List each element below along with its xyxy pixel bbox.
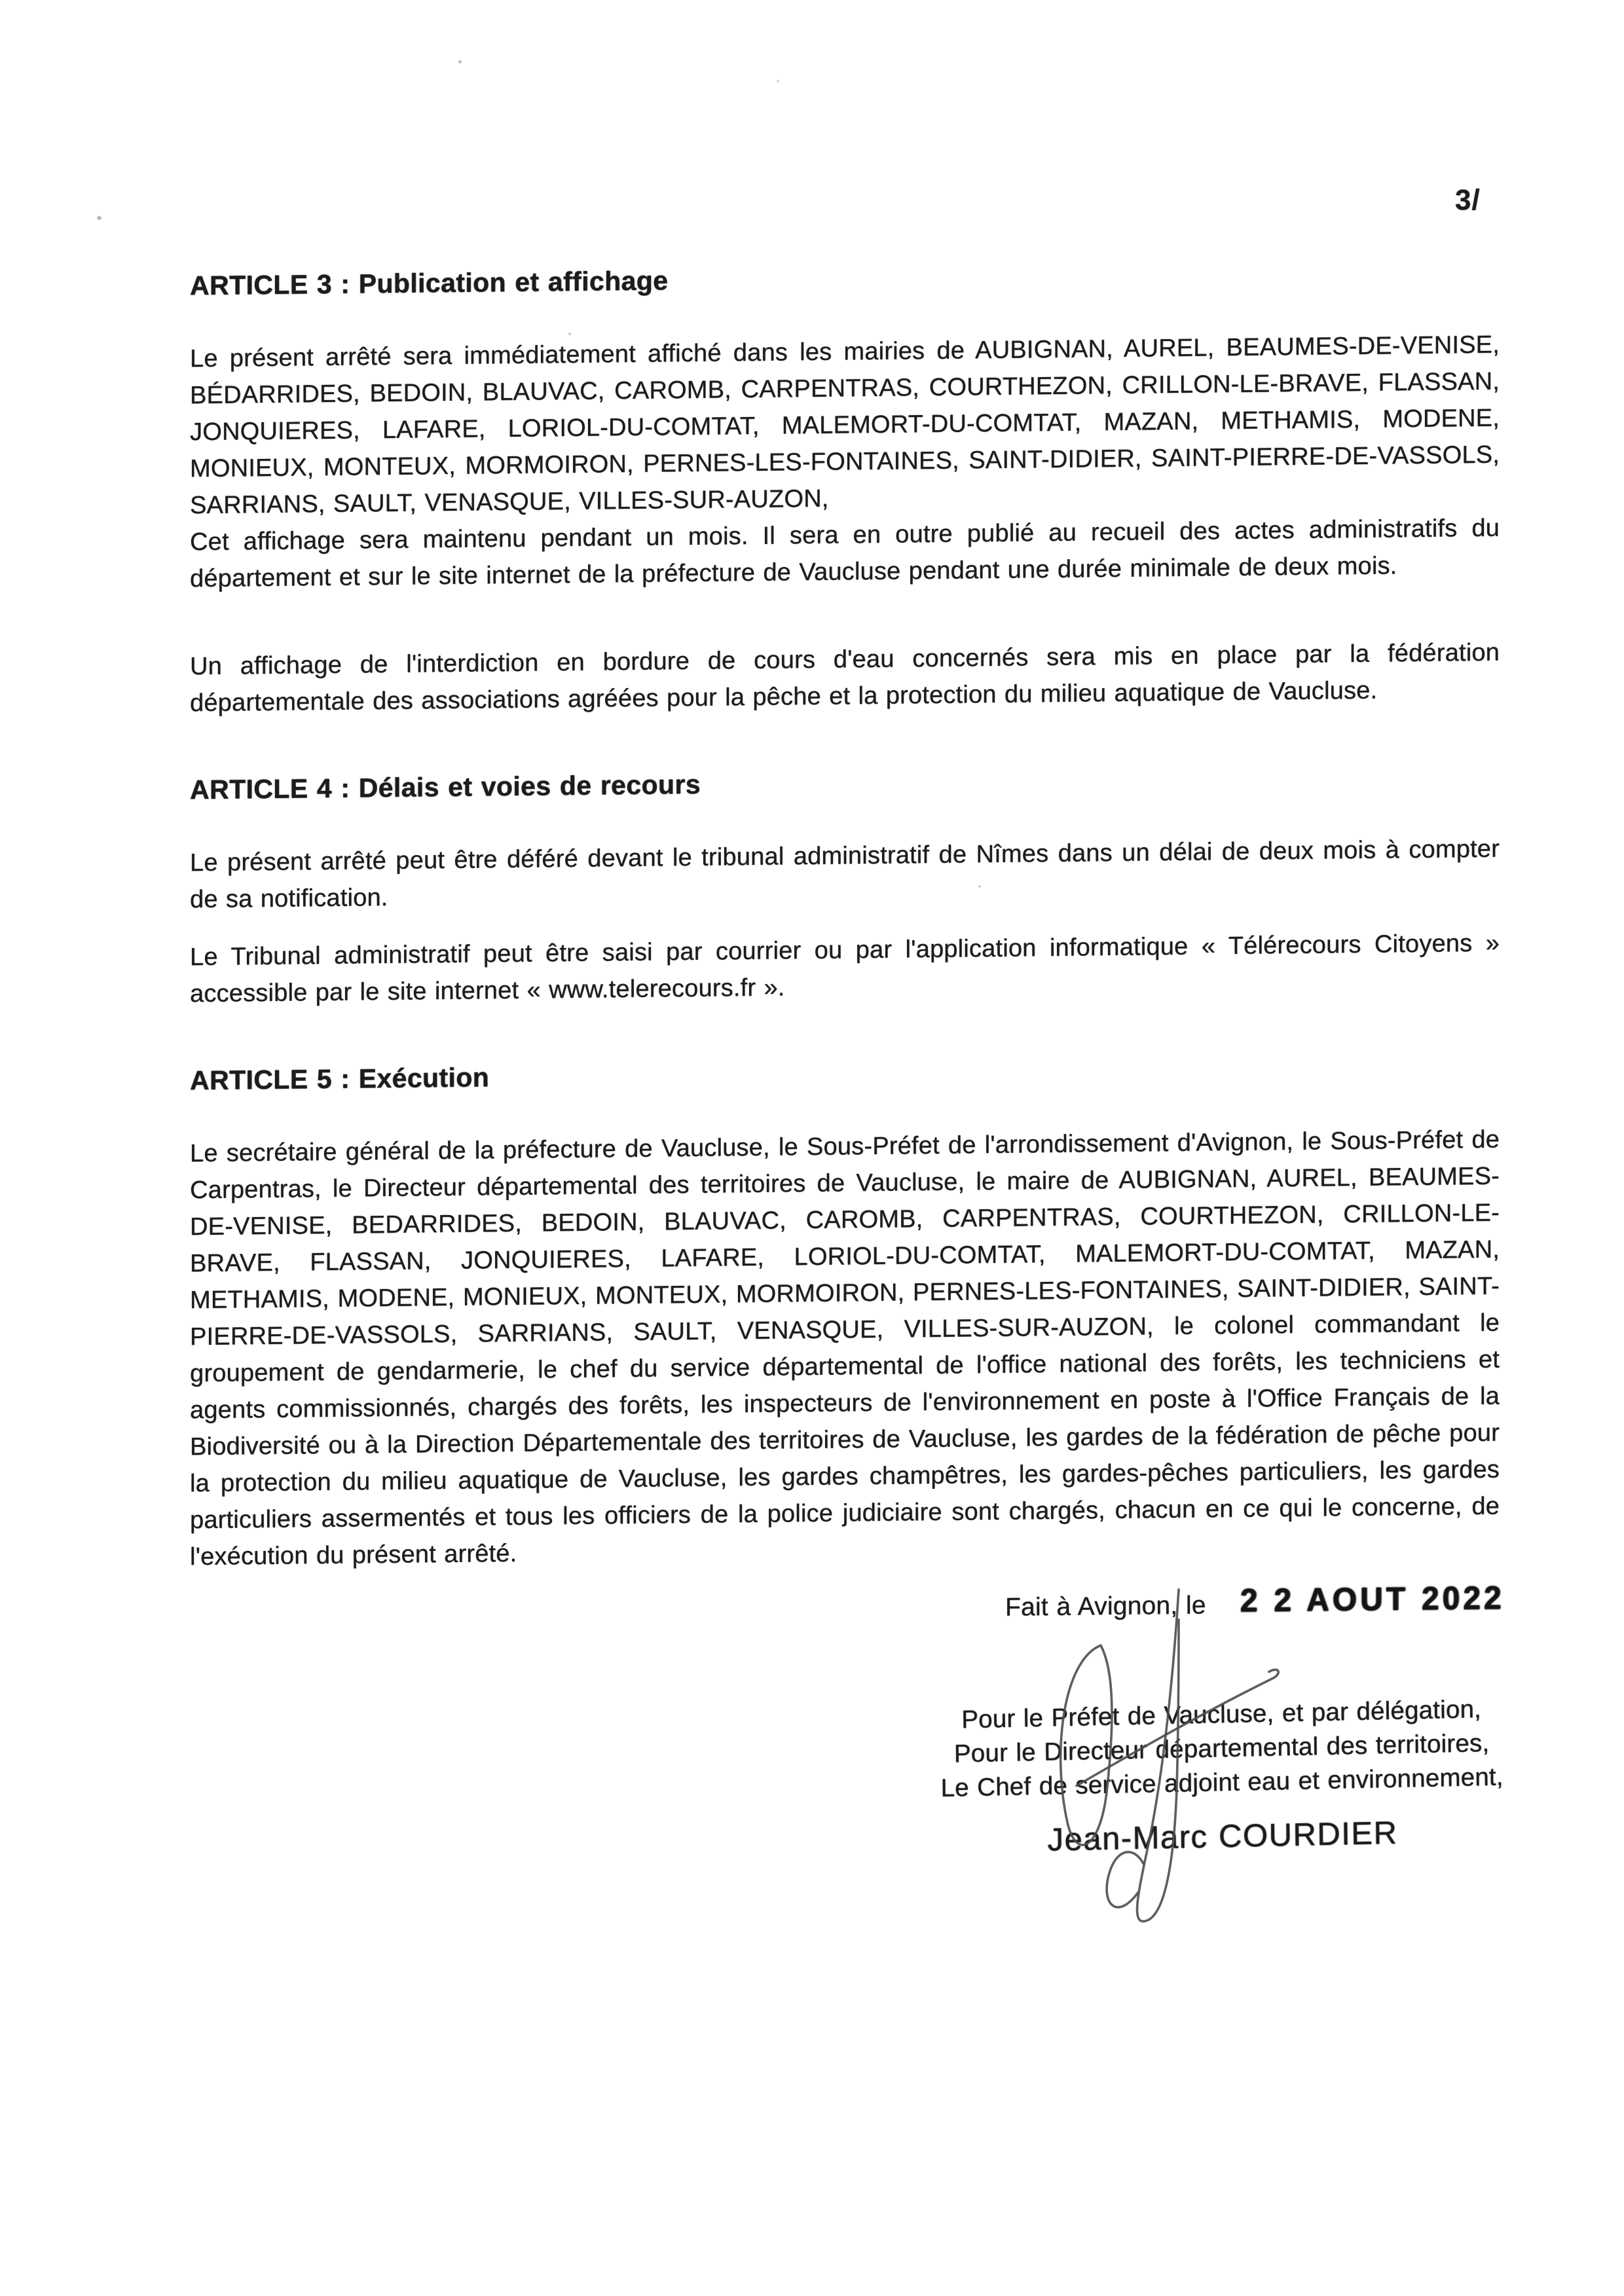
signatory-name: Jean-Marc COURDIER xyxy=(1047,1815,1398,1858)
date-stamp: 2 2 AOUT 2022 xyxy=(1240,1580,1505,1619)
article-3-section xyxy=(190,253,1500,722)
article-3-paragraph-affichage: Cet affichage sera maintenu pendant un mois. Il sera en outre publié au recueil des actes administratifs du département et sur le site internet de la préfecture de Vaucluse pendant une durée minimale de deux mois. xyxy=(190,514,1500,593)
article-4-heading: ARTICLE 4 : Délais et voies de recours xyxy=(190,769,701,805)
signature-block xyxy=(190,1578,1505,2117)
article-3-paragraph-communes: Le présent arrêté sera immédiatement affiché dans les mairies de AUBIGNAN, AUREL, BEAUMES-DE-VENISE, BÉDARRIDES, BEDOIN, BLAUVAC, CAROMB, CARPENTRAS, COURTHEZON, CRILLON-LE-BRAVE, FLASSAN, JONQUIERES, LAFARE, LORIOL-DU-COMTAT, MALEMORT-DU-COMTAT, MAZAN, METHAMIS, MODENE, MONIEUX, MONTEUX, MORMOIRON, PERNES-LES-FONTAINES, SAINT-DIDIER, SAINT-PIERRE-DE-VASSOLS, SARRIANS, SAULT, VENASQUE, VILLES-SUR-AUZON, xyxy=(190,331,1500,520)
article-5-section xyxy=(190,1048,1500,1576)
article-3-heading: ARTICLE 3 : Publication et affichage xyxy=(190,265,669,301)
article-4-paragraph-telerecours: Le Tribunal administratif peut être saisi par courrier ou par l'application informatique « Télérecours Citoyens » accessible par le site internet « www.telerecours.fr ». xyxy=(190,929,1500,1008)
place-date-line xyxy=(1005,1582,1504,1626)
place-date-label: Fait à Avignon, le xyxy=(1005,1591,1206,1622)
article-5-paragraph-execution: Le secrétaire général de la préfecture de Vaucluse, le Sous-Préfet de l'arrondissement d'Avignon, le Sous-Préfet de Carpentras, le Directeur départemental des territoires de Vaucluse, le maire de AUBIGNAN, AUREL, BEAUMES-DE-VENISE, BEDARRIDES, BEDOIN, BLAUVAC, CAROMB, CARPENTRAS, COURTHEZON, CRILLON-LE-BRAVE, FLASSAN, JONQUIERES, LAFARE, LORIOL-DU-COMTAT, MALEMORT-DU-COMTAT, MAZAN, METHAMIS, MODENE, MONIEUX, MONTEUX, MORMOIRON, PERNES-LES-FONTAINES, SAINT-DIDIER, SAINT-PIERRE-DE-VASSOLS, SARRIANS, SAULT, VENASQUE, VILLES-SUR-AUZON, le colonel commandant le groupement de gendarmerie, le chef du service départemental de l'office national des forêts, les techniciens et agents commissionnés, chargés des forêts, les inspecteurs de l'environnement en poste à l'Office Français de la Biodiversité ou à la Direction Départementale des territoires de Vaucluse, les gardes de la fédération de pêche pour la protection du milieu aquatique de Vaucluse, les gardes champêtres, les gardes-pêches particuliers, les gardes particuliers assermentés et tous les officiers de la police judiciaire sont chargés, chacun en ce qui le concerne, de l'exécution du présent arrêté. xyxy=(190,1125,1500,1571)
article-5-heading: ARTICLE 5 : Exécution xyxy=(190,1062,490,1096)
article-4-paragraph-tribunal: Le présent arrêté peut être déféré devant le tribunal administratif de Nîmes dans un délai de deux mois à compter de sa notification. xyxy=(190,835,1500,914)
document-body xyxy=(190,253,1505,2117)
article-3-paragraph-interdiction: Un affichage de l'interdiction en bordure de cours d'eau concernés sera mis en place par la fédération départementale des associations agréées pour la pêche et la protection du milieu aquatique de Vaucluse. xyxy=(190,638,1500,718)
delegation-line-prefet: Pour le Préfet de Vaucluse, et par délégation, xyxy=(961,1695,1482,1734)
delegation-line-directeur: Pour le Directeur départemental des territoires, xyxy=(953,1728,1490,1768)
article-4-section xyxy=(190,757,1500,1013)
delegation-line-chef-service: Le Chef de service adjoint eau et environnement, xyxy=(940,1762,1504,1802)
delegation-block xyxy=(912,1692,1532,1860)
page-number: 3/ xyxy=(1455,183,1481,217)
